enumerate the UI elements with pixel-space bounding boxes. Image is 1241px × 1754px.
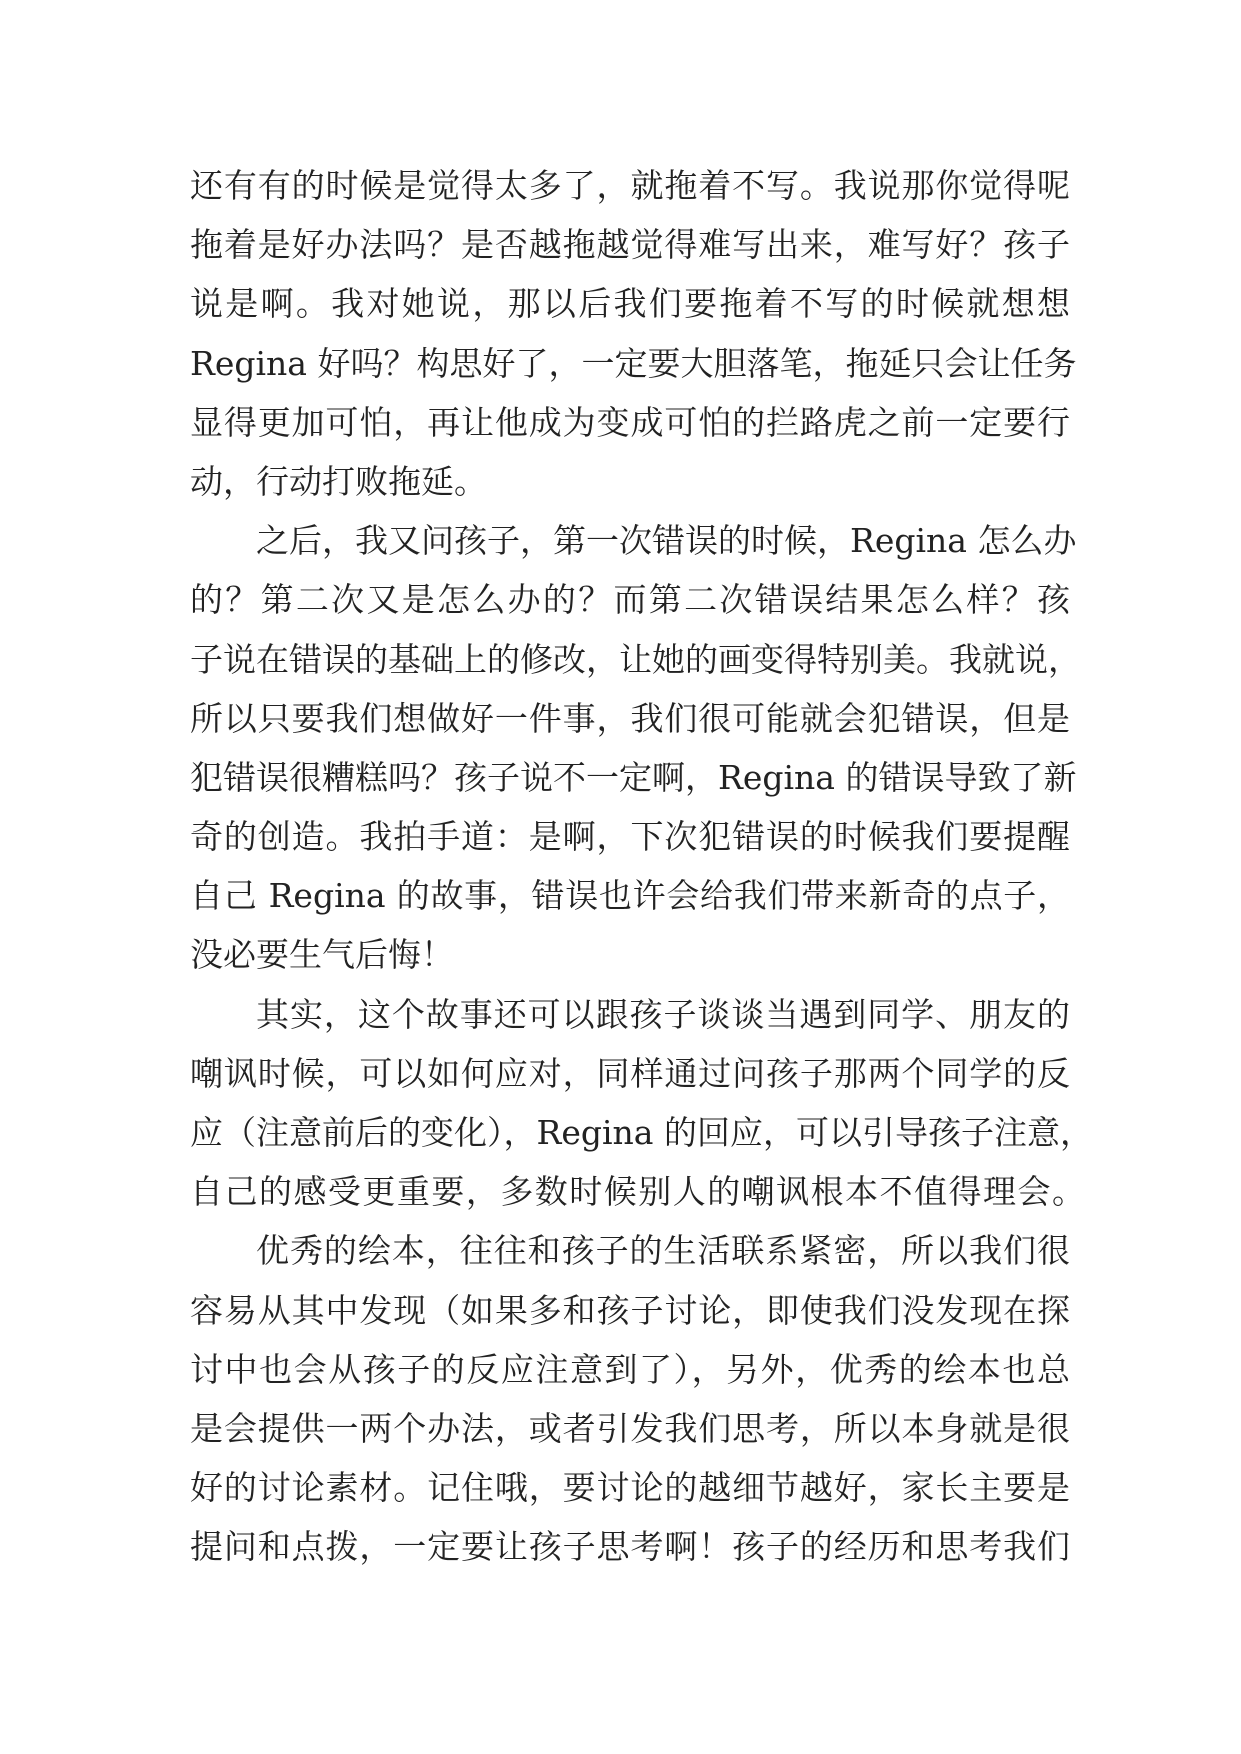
text-line-6: 动，行动打败拖延。 <box>190 461 487 501</box>
text-line-17: 应（注意前后的变化），Regina 的回应，可以引导孩子注意， <box>190 1113 1093 1152</box>
text-line-11: 犯错误很糟糕吗？孩子说不一定啊，Regina 的错误导致了新 <box>190 757 1077 797</box>
text-line-3: 说是啊。我对她说，那以后我们要拖着不写的时候就想想 <box>190 284 1070 324</box>
text-line-9: 子说在错误的基础上的修改，让她的画变得特别美。我就说， <box>190 639 1081 679</box>
text-line-19: 优秀的绘本，往往和孩子的生活联系紧密，所以我们很 <box>256 1231 1070 1271</box>
text-line-15: 其实，这个故事还可以跟孩子谈谈当遇到同学、朋友的 <box>256 994 1070 1034</box>
text-line-18: 自己的感受更重要，多数时候别人的嘲讽根本不值得理会。 <box>190 1172 1085 1212</box>
text-line-16: 嘲讽时候，可以如何应对，同样通过问孩子那两个同学的反 <box>190 1053 1070 1093</box>
text-line-20: 容易从其中发现（如果多和孩子讨论，即使我们没发现在探 <box>190 1290 1070 1330</box>
text-line-5: 显得更加可怕，再让他成为变成可怕的拦路虎之前一定要行 <box>190 402 1070 442</box>
body-text <box>190 156 1093 1577</box>
text-line-13: 自己 Regina 的故事，错误也许会给我们带来新奇的点子， <box>190 876 1070 916</box>
text-line-24: 提问和点拨，一定要让孩子思考啊！孩子的经历和思考我们 <box>190 1527 1070 1567</box>
text-line-21: 讨中也会从孩子的反应注意到了），另外，优秀的绘本也总 <box>190 1349 1070 1389</box>
text-line-2: 拖着是好办法吗？是否越拖越觉得难写出来，难写好？孩子 <box>190 225 1070 265</box>
text-line-7: 之后，我又问孩子，第一次错误的时候，Regina 怎么办 <box>256 521 1077 561</box>
text-line-22: 是会提供一两个办法，或者引发我们思考，所以本身就是很 <box>190 1408 1070 1448</box>
text-line-14: 没必要生气后悔！ <box>190 935 454 975</box>
text-line-12: 奇的创造。我拍手道：是啊，下次犯错误的时候我们要提醒 <box>190 817 1070 857</box>
text-line-10: 所以只要我们想做好一件事，我们很可能就会犯错误，但是 <box>190 698 1070 738</box>
text-line-8: 的？第二次又是怎么办的？而第二次错误结果怎么样？孩 <box>190 580 1070 620</box>
text-line-23: 好的讨论素材。记住哦，要讨论的越细节越好，家长主要是 <box>190 1468 1070 1508</box>
text-line-1: 还有有的时候是觉得太多了，就拖着不写。我说那你觉得呢 <box>190 166 1070 205</box>
text-line-4: Regina 好吗？构思好了，一定要大胆落笔，拖延只会让任务 <box>190 343 1077 383</box>
